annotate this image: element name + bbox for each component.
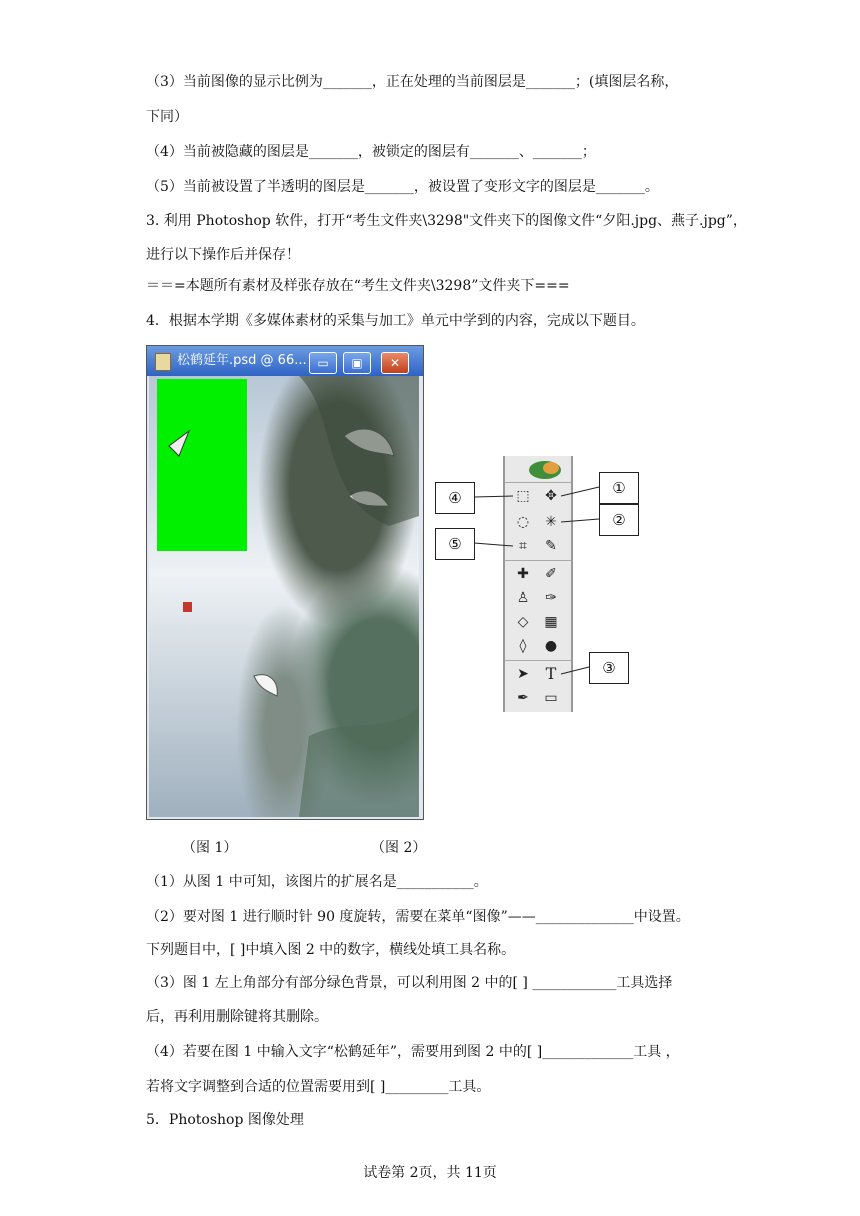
gradient-tool-icon: ▦ (544, 614, 558, 630)
rock-shape (299, 376, 419, 526)
slice-tool-icon: ✎ (545, 538, 557, 554)
para-item3: 3. 利用 Photoshop 软件，打开“考生文件夹\3298"文件夹下的图像文件“夕阳.jpg、燕子.jpg”， (146, 213, 747, 229)
eraser-tool-icon: ◇ (517, 614, 529, 630)
close-button: ✕ (381, 352, 409, 374)
question-4-cont: 若将文字调整到合适的位置需要用到[ ]_________工具。 (146, 1079, 491, 1095)
page-footer: 试卷第 2页，共 11页 (363, 1165, 497, 1181)
dodge-tool-icon: ● (544, 638, 558, 654)
toolbox-panel (503, 456, 573, 712)
figure2-toolbox (435, 456, 645, 716)
question-1: （1）从图 1 中可知，该图片的扩展名是___________。 (146, 874, 488, 890)
para-item3-cont: 进行以下操作后并保存！ (146, 247, 300, 263)
window-title: 松鹤延年.psd @ 66... (177, 353, 307, 368)
para-item3-note: ＝＝=本题所有素材及样张存放在“考生文件夹\3298”文件夹下=== (146, 278, 570, 294)
item5-title: 5．Photoshop 图像处理 (146, 1112, 304, 1128)
type-tool-icon: T (545, 664, 557, 683)
history-brush-tool-icon: ✑ (545, 590, 557, 606)
cranes-illustration (149, 376, 419, 817)
callout-2: ② (599, 504, 639, 536)
para-question5: （5）当前被设置了半透明的图层是_______，被设置了变形文字的图层是_______。 (146, 179, 659, 195)
path-selection-tool-icon: ➤ (517, 666, 529, 682)
move-tool-icon: ✥ (545, 488, 557, 504)
question-4: （4）若要在图 1 中输入文字“松鹤延年”，需要用到图 2 中的[ ]_____________工具 ， (146, 1044, 680, 1060)
toolbox-divider (505, 660, 571, 661)
instruction-line: 下列题目中，[ ]中填入图 2 中的数字，横线处填工具名称。 (146, 942, 516, 958)
healing-tool-icon: ✚ (517, 566, 529, 582)
para-question4: （4）当前被隐藏的图层是_______，被锁定的图层有_______、_______； (146, 144, 596, 160)
crane-shape (169, 431, 189, 456)
rectangle-tool-icon: ▭ (544, 690, 558, 706)
window-titlebar (147, 346, 423, 376)
lasso-tool-icon: ◌ (516, 514, 530, 530)
minimize-button: ▭ (309, 352, 337, 374)
para-item4: 4．根据本学期《多媒体素材的采集与加工》单元中学到的内容，完成以下题目。 (146, 313, 645, 329)
para-question3-cont: 下同） (146, 109, 188, 125)
crane-shape (254, 675, 277, 696)
callout-4: ④ (435, 482, 475, 514)
toolbox-divider (505, 560, 571, 561)
landscape-image (149, 376, 419, 817)
crop-tool-icon: ⌗ (519, 538, 527, 554)
blur-tool-icon: ◊ (519, 638, 527, 654)
callout-1: ① (599, 472, 639, 504)
maximize-button: ▣ (343, 352, 371, 374)
figure1-caption: （图 1） (182, 840, 238, 856)
figure1-photoshop-window (146, 345, 424, 820)
question-2: （2）要对图 1 进行顺时针 90 度旋转，需要在菜单“图像”——______________中设置。 (146, 909, 690, 925)
mountain-shape (299, 706, 419, 817)
brush-tool-icon: ✐ (545, 566, 557, 582)
magic-wand-tool-icon: ✳ (545, 514, 557, 530)
toolbox-divider (505, 482, 571, 483)
question-3-cont: 后，再利用删除键将其删除。 (146, 1009, 328, 1025)
figure2-caption: （图 2） (371, 840, 427, 856)
question-3: （3）图 1 左上角部分有部分绿色背景，可以利用图 2 中的[ ] ____________工具选择 (146, 975, 673, 991)
para-question3: （3）当前图像的显示比例为_______，正在处理的当前图层是_______；(填图层名称， (146, 74, 679, 90)
callout-3: ③ (589, 652, 629, 684)
document-icon (155, 353, 171, 371)
feather-logo-icon (525, 458, 565, 482)
callout-5: ⑤ (435, 528, 475, 560)
pen-tool-icon: ✒ (517, 690, 529, 706)
stamp-tool-icon: ♙ (516, 590, 530, 606)
marquee-tool-icon: ⬚ (516, 488, 530, 504)
